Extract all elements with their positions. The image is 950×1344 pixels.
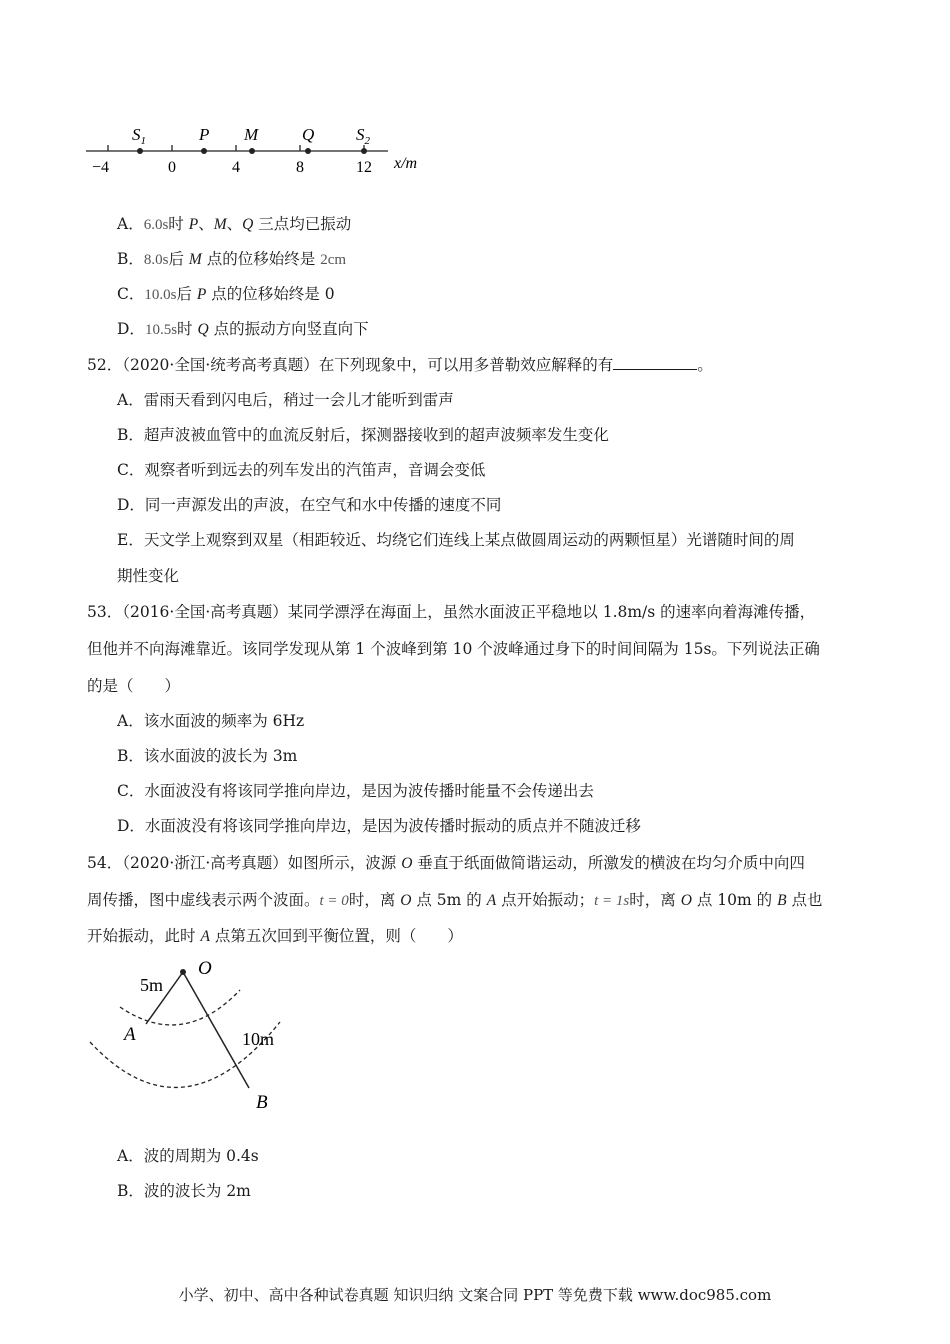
q52-option-b: B．超声波被血管中的血流反射后，探测器接收到的超声波频率发生变化 [117, 426, 609, 444]
q53-option-c: C．水面波没有将该同学推向岸边，是因为波传播时能量不会传递出去 [117, 782, 594, 800]
source-o-label: O [198, 958, 212, 979]
q54-option-b: B．波的波长为 2m [117, 1182, 251, 1200]
q54-stem-line3: 开始振动，此时 A 点第五次回到平衡位置，则（ ） [87, 927, 463, 945]
point-a-label: A [124, 1024, 136, 1045]
point-q-label: Q [302, 125, 315, 144]
point-p-dot [201, 148, 207, 154]
q52-answer-blank [613, 355, 697, 370]
point-s1-sub: 1 [140, 135, 146, 147]
axis-figure [80, 118, 440, 180]
q54-stem-line2: 周传播，图中虚线表示两个波面。t = 0时，离 O 点 5m 的 A 点开始振动；t = 1s时，离 O 点 10m 的 B 点也 [87, 891, 823, 909]
svg-text:S1 [132, 125, 146, 147]
point-s2-dot [361, 148, 367, 154]
tick-label-neg4: −4 [92, 159, 110, 176]
tick-label-0: 0 [168, 159, 176, 176]
q51-option-d: D．10.5s时 Q 点的振动方向竖直向下 [117, 320, 369, 338]
q52-option-c: C．观察者听到远去的列车发出的汽笛声，音调会变低 [117, 461, 486, 479]
q51-option-c: C．10.0s后 P 点的位移始终是 0 [117, 285, 335, 303]
q53-stem-line3: 的是（ ） [87, 677, 181, 695]
q52-option-e-cont: 期性变化 [117, 567, 180, 585]
q52-option-e: E．天文学上观察到双星（相距较近、均绕它们连线上某点做圆周运动的两颗恒星）光谱随时间的周 [117, 531, 795, 549]
q53-stem-line1: 53．（2016·全国·高考真题）某同学漂浮在海面上，虽然水面波正平稳地以 1.8m/s 的速率向着海滩传播， [87, 603, 816, 621]
point-s1-dot [137, 148, 143, 154]
source-o-dot [180, 969, 186, 975]
tick-label-4: 4 [232, 159, 240, 176]
axis-label: x/m [394, 155, 418, 172]
q53-option-b: B．该水面波的波长为 3m [117, 747, 298, 765]
q53-stem-line2: 但他并不向海滩靠近。该同学发现从第 1 个波峰到第 10 个波峰通过身下的时间间隔为 15s。下列说法正确 [87, 640, 820, 658]
radius-10m-label: 10m [242, 1029, 275, 1049]
q52-option-a: A．雷雨天看到闪电后，稍过一会儿才能听到雷声 [117, 391, 454, 409]
point-q-dot [305, 148, 311, 154]
q53-option-a: A．该水面波的频率为 6Hz [117, 712, 305, 730]
q52-option-d: D．同一声源发出的声波，在空气和水中传播的速度不同 [117, 496, 502, 514]
radius-ob [183, 972, 249, 1088]
tick-label-12: 12 [356, 159, 372, 176]
radius-5m-label: 5m [140, 975, 164, 995]
axis-ticks [108, 145, 364, 151]
point-b-label: B [256, 1092, 268, 1113]
q51-option-a: A．6.0s时 P、M、Q 三点均已振动 [117, 215, 352, 233]
point-s2-label: S [356, 125, 365, 144]
point-s2-sub: 2 [364, 135, 370, 147]
q52-stem: 52．（2020·全国·统考高考真题）在下列现象中，可以用多普勒效应解释的有 。 [87, 356, 713, 374]
point-m-dot [249, 148, 255, 154]
tick-label-8: 8 [296, 159, 304, 176]
q51-option-b: B．8.0s后 M 点的位移始终是 2cm [117, 250, 347, 268]
wavefront-inner [120, 990, 240, 1025]
q53-option-d: D．水面波没有将该同学推向岸边，是因为波传播时振动的质点并不随波迁移 [117, 817, 641, 835]
wave-figure [80, 952, 310, 1122]
point-p-label: P [199, 125, 210, 144]
point-m-label: M [244, 125, 259, 144]
q54-stem-line1: 54．（2020·浙江·高考真题）如图所示，波源 O 垂直于纸面做简谐运动，所激发的横波在均匀介质中向四 [87, 854, 805, 872]
q54-option-a: A．波的周期为 0.4s [117, 1147, 259, 1165]
point-s1-label: S [132, 125, 141, 144]
svg-text:S2 [356, 125, 371, 147]
page-footer: 小学、初中、高中各种试卷真题 知识归纳 文案合同 PPT 等免费下载 www.doc985.com [178, 1286, 772, 1304]
